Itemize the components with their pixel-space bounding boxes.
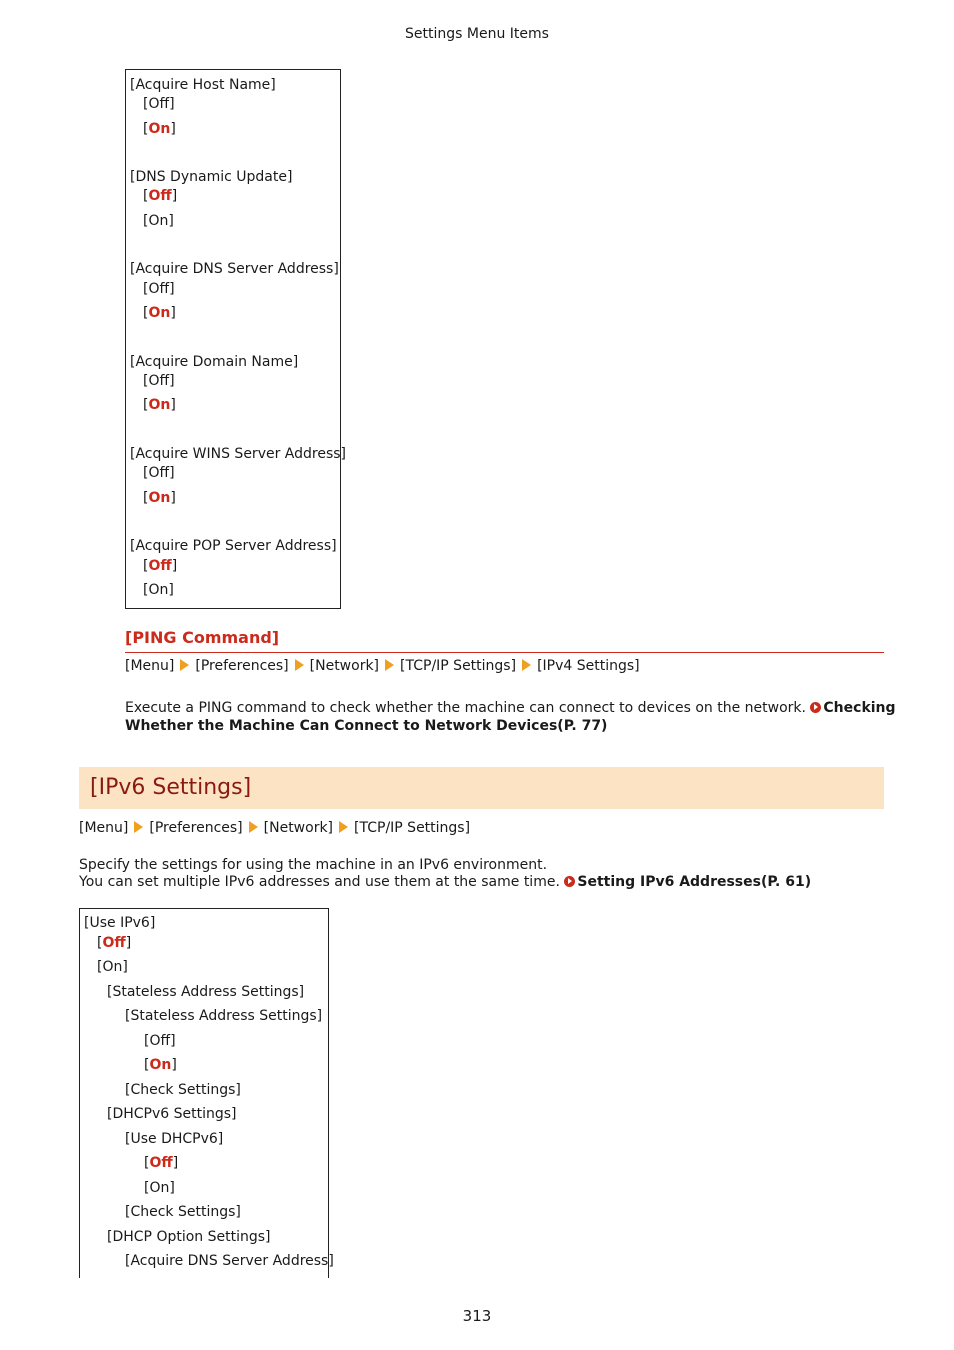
option-value-default: [On]: [143, 121, 176, 137]
option-value: [On]: [143, 582, 174, 598]
arrow-right-icon: [180, 659, 189, 671]
tree-item: [On]: [97, 959, 128, 975]
option-value: [On]: [143, 213, 174, 229]
ipv6-heading: [IPv6 Settings]: [90, 775, 252, 800]
breadcrumb-item: [Network]: [263, 820, 334, 836]
ping-description: Execute a PING command to check whether the machine can connect to devices on the network. Checking: [125, 700, 896, 716]
arrow-right-icon: [522, 659, 531, 671]
tree-item-default: [On]: [144, 1057, 177, 1073]
heading-divider: [125, 652, 884, 653]
breadcrumb: [79, 820, 470, 836]
link-arrow-icon: [810, 702, 821, 713]
breadcrumb: [125, 658, 640, 674]
option-label: [Acquire WINS Server Address]: [130, 446, 347, 462]
tree-item: [Use IPv6]: [84, 915, 156, 931]
breadcrumb-item: [TCP/IP Settings]: [354, 820, 471, 836]
page-number: 313: [462, 1307, 492, 1325]
link-arrow-icon: [564, 876, 575, 887]
option-value-default: [On]: [143, 397, 176, 413]
option-value-default: [Off]: [143, 188, 178, 204]
ping-command-heading: [PING Command]: [125, 628, 280, 647]
breadcrumb-item: [IPv4 Settings]: [537, 658, 640, 674]
breadcrumb-item: [Preferences]: [149, 820, 243, 836]
ipv6-address-link[interactable]: Setting IPv6 Addresses(P. 61): [577, 874, 812, 890]
option-label: [Acquire Host Name]: [130, 77, 276, 93]
tree-item: [Stateless Address Settings]: [107, 984, 305, 1000]
tree-item-default: [Off]: [97, 935, 132, 951]
tree-item: [DHCPv6 Settings]: [107, 1106, 237, 1122]
tree-item: [Stateless Address Settings]: [125, 1008, 323, 1024]
ping-link[interactable]: Checking: [823, 700, 896, 716]
option-value: [Off]: [143, 465, 175, 481]
option-value: [Off]: [143, 96, 175, 112]
arrow-right-icon: [249, 821, 258, 833]
ipv6-description-line1: Specify the settings for using the machine in an IPv6 environment.: [79, 857, 548, 873]
tree-item: [DHCP Option Settings]: [107, 1229, 271, 1245]
option-value: [Off]: [143, 373, 175, 389]
tree-item: [Check Settings]: [125, 1082, 241, 1098]
ping-link-continued[interactable]: Whether the Machine Can Connect to Network Devices(P. 77): [125, 718, 608, 734]
ipv6-description-line2: You can set multiple IPv6 addresses and use them at the same time. Setting IPv6 Addresses(P. 61): [79, 874, 812, 890]
tree-item: [Check Settings]: [125, 1204, 241, 1220]
option-label: [Acquire POP Server Address]: [130, 538, 337, 554]
tree-item: [Use DHCPv6]: [125, 1131, 224, 1147]
option-value: [Off]: [143, 281, 175, 297]
tree-item-default: [Off]: [144, 1155, 179, 1171]
option-value-default: [On]: [143, 490, 176, 506]
option-label: [Acquire Domain Name]: [130, 354, 299, 370]
option-value-default: [Off]: [143, 558, 178, 574]
ipv4-options-box: [125, 69, 347, 609]
tree-item: [On]: [144, 1180, 175, 1196]
option-label: [DNS Dynamic Update]: [130, 169, 293, 185]
option-label: [Acquire DNS Server Address]: [130, 261, 339, 277]
breadcrumb-item: [Menu]: [79, 820, 129, 836]
breadcrumb-item: [Preferences]: [195, 658, 289, 674]
arrow-right-icon: [134, 821, 143, 833]
breadcrumb-item: [TCP/IP Settings]: [400, 658, 517, 674]
arrow-right-icon: [295, 659, 304, 671]
option-value-default: [On]: [143, 305, 176, 321]
ipv6-options-box: [79, 908, 334, 1278]
breadcrumb-item: [Menu]: [125, 658, 175, 674]
arrow-right-icon: [339, 821, 348, 833]
tree-item: [Acquire DNS Server Address]: [125, 1253, 334, 1269]
arrow-right-icon: [385, 659, 394, 671]
tree-item: [Off]: [144, 1033, 176, 1049]
breadcrumb-item: [Network]: [309, 658, 380, 674]
page-header: Settings Menu Items: [405, 26, 549, 42]
